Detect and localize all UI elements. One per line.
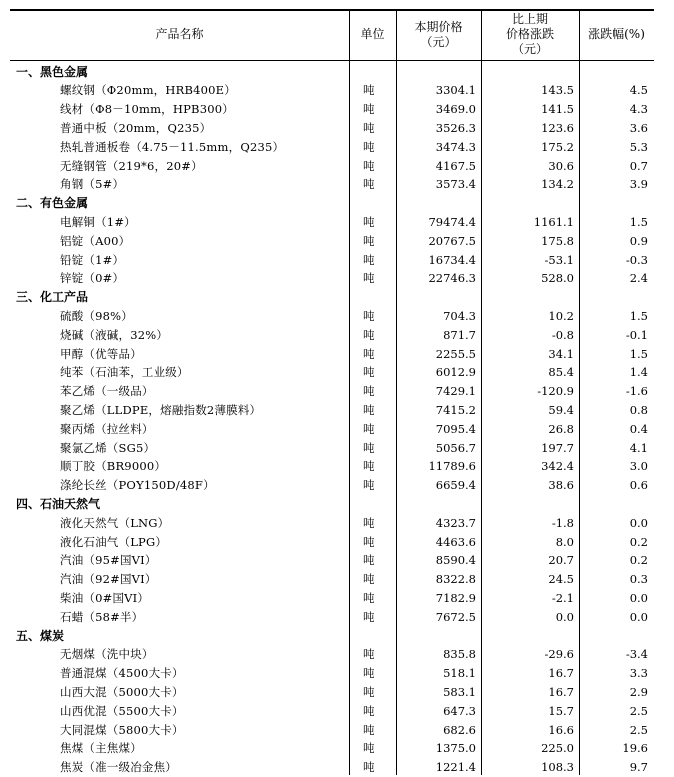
- header-price-change-line2: 价格涨跌: [505, 27, 554, 41]
- product-name-cell: 聚丙烯（拉丝料）: [60, 421, 154, 436]
- price-cell: 5056.7: [435, 440, 476, 455]
- price-cell: 6659.4: [435, 478, 476, 493]
- change-pct-cell: 3.0: [629, 459, 648, 474]
- table-row: [10, 664, 654, 683]
- table-row: [10, 363, 654, 382]
- category-row: [10, 288, 654, 307]
- price-cell: 7429.1: [435, 384, 476, 399]
- product-name-cell: 纯苯（石油苯，工业级）: [60, 365, 189, 380]
- header-price-change-line3: （元）: [511, 42, 548, 56]
- change-pct-cell: -0.3: [625, 252, 648, 267]
- price-change-cell: -0.8: [551, 327, 574, 342]
- price-cell: 7095.4: [435, 421, 476, 436]
- unit-cell: 吨: [363, 722, 375, 737]
- product-name-cell: 汽油（95#国VI）: [60, 553, 157, 568]
- product-name-cell: 液化石油气（LPG）: [60, 534, 168, 549]
- price-cell: 871.7: [443, 327, 476, 342]
- change-pct-cell: 9.7: [629, 760, 648, 775]
- table-row: [10, 175, 654, 194]
- change-pct-cell: -0.1: [625, 327, 648, 342]
- product-name-cell: 普通混煤（4500大卡）: [60, 666, 184, 681]
- unit-cell: 吨: [363, 534, 375, 549]
- product-name-cell: 铝锭（A00）: [60, 233, 131, 248]
- price-cell: 4463.6: [435, 534, 476, 549]
- price-change-cell: 1161.1: [533, 214, 574, 229]
- table-row: [10, 758, 654, 777]
- price-change-cell: 30.6: [548, 158, 574, 173]
- change-pct-cell: 4.1: [629, 440, 648, 455]
- price-cell: 8322.8: [435, 572, 476, 587]
- header-change-pct: [579, 9, 654, 60]
- unit-cell: 吨: [363, 478, 375, 493]
- table-row: [10, 457, 654, 476]
- product-name-cell: 角钢（5#）: [60, 177, 125, 192]
- header-current-price: [396, 9, 481, 60]
- category-title: 一、黑色金属: [16, 64, 89, 79]
- price-change-cell: 225.0: [541, 741, 574, 756]
- unit-cell: 吨: [363, 572, 375, 587]
- category-row: [10, 63, 654, 82]
- unit-cell: 吨: [363, 741, 375, 756]
- change-pct-cell: 0.8: [629, 402, 648, 417]
- price-cell: 79474.4: [428, 214, 476, 229]
- unit-cell: 吨: [363, 421, 375, 436]
- price-cell: 11789.6: [428, 459, 476, 474]
- price-cell: 3573.4: [435, 177, 476, 192]
- unit-cell: 吨: [363, 609, 375, 624]
- header-product-name: [10, 9, 349, 60]
- table-row: [10, 382, 654, 401]
- product-name-cell: 线材（Φ8－10mm，HPB300）: [60, 102, 234, 117]
- price-cell: 3526.3: [435, 120, 476, 135]
- unit-cell: 吨: [363, 252, 375, 267]
- change-pct-cell: 5.3: [629, 139, 648, 154]
- price-change-cell: 175.2: [541, 139, 574, 154]
- product-name-cell: 锌锭（0#）: [60, 271, 125, 286]
- table-row: [10, 251, 654, 270]
- price-change-cell: 0.0: [555, 609, 574, 624]
- price-cell: 704.3: [443, 308, 476, 323]
- unit-cell: 吨: [363, 365, 375, 380]
- change-pct-cell: -1.6: [625, 384, 648, 399]
- unit-cell: 吨: [363, 515, 375, 530]
- price-cell: 647.3: [443, 703, 476, 718]
- change-pct-cell: 0.0: [629, 609, 648, 624]
- product-name-cell: 烧碱（液碱，32%）: [60, 327, 169, 342]
- price-change-cell: 342.4: [541, 459, 574, 474]
- table-row: [10, 401, 654, 420]
- price-change-cell: 123.6: [541, 120, 574, 135]
- change-pct-cell: 1.4: [629, 365, 648, 380]
- unit-cell: 吨: [363, 139, 375, 154]
- price-change-cell: 38.6: [548, 478, 574, 493]
- unit-cell: 吨: [363, 214, 375, 229]
- unit-cell: 吨: [363, 102, 375, 117]
- product-name-cell: 山西大混（5000大卡）: [60, 684, 184, 699]
- table-row: [10, 514, 654, 533]
- product-name-cell: 苯乙烯（一级品）: [60, 384, 154, 399]
- product-name-cell: 硫酸（98%）: [60, 308, 133, 323]
- category-row: [10, 194, 654, 213]
- unit-cell: 吨: [363, 703, 375, 718]
- change-pct-cell: 0.4: [629, 421, 648, 436]
- unit-cell: 吨: [363, 590, 375, 605]
- price-cell: 4323.7: [435, 515, 476, 530]
- header-current-price-line2: （元）: [420, 34, 457, 49]
- unit-cell: 吨: [363, 158, 375, 173]
- change-pct-cell: 0.9: [629, 233, 648, 248]
- change-pct-cell: 0.6: [629, 478, 648, 493]
- price-change-cell: 134.2: [541, 177, 574, 192]
- price-cell: 682.6: [443, 722, 476, 737]
- price-cell: 3474.3: [435, 139, 476, 154]
- unit-cell: 吨: [363, 83, 375, 98]
- category-title: 三、化工产品: [16, 290, 89, 305]
- price-cell: 20767.5: [428, 233, 476, 248]
- price-cell: 3304.1: [435, 83, 476, 98]
- category-title: 四、石油天然气: [16, 496, 101, 511]
- change-pct-cell: 0.0: [629, 590, 648, 605]
- price-cell: 3469.0: [435, 102, 476, 117]
- table-row: [10, 345, 654, 364]
- unit-cell: 吨: [363, 308, 375, 323]
- price-cell: 7415.2: [435, 402, 476, 417]
- price-change-cell: -29.6: [544, 647, 574, 662]
- table-row: [10, 420, 654, 439]
- table-row: [10, 157, 654, 176]
- price-cell: 22746.3: [428, 271, 476, 286]
- change-pct-cell: 0.2: [629, 553, 648, 568]
- unit-cell: 吨: [363, 647, 375, 662]
- price-change-cell: 108.3: [541, 760, 574, 775]
- product-name-cell: 液化天然气（LNG）: [60, 515, 170, 530]
- unit-cell: 吨: [363, 684, 375, 699]
- unit-cell: 吨: [363, 666, 375, 681]
- category-row: [10, 627, 654, 646]
- product-name-cell: 螺纹钢（Φ20mm，HRB400E）: [60, 83, 236, 98]
- unit-cell: 吨: [363, 233, 375, 248]
- table-row: [10, 702, 654, 721]
- product-name-cell: 聚乙烯（LLDPE，熔融指数2薄膜料）: [60, 402, 262, 417]
- table-row: [10, 326, 654, 345]
- price-change-cell: 141.5: [541, 102, 574, 117]
- product-name-cell: 无烟煤（洗中块）: [60, 647, 154, 662]
- product-name-cell: 大同混煤（5800大卡）: [60, 722, 184, 737]
- change-pct-cell: 0.7: [629, 158, 648, 173]
- price-change-cell: -120.9: [537, 384, 574, 399]
- table-row: [10, 551, 654, 570]
- header-unit: [349, 9, 396, 60]
- price-change-cell: 15.7: [548, 703, 574, 718]
- change-pct-cell: 3.9: [629, 177, 648, 192]
- unit-cell: 吨: [363, 384, 375, 399]
- table-row: [10, 739, 654, 758]
- price-change-cell: 10.2: [548, 308, 574, 323]
- table-row: [10, 81, 654, 100]
- price-change-cell: 16.6: [548, 722, 574, 737]
- change-pct-cell: 2.4: [629, 271, 648, 286]
- price-change-cell: 85.4: [548, 365, 574, 380]
- price-cell: 2255.5: [435, 346, 476, 361]
- price-change-cell: 59.4: [548, 402, 574, 417]
- product-name-cell: 石蜡（58#半）: [60, 609, 144, 624]
- table-row: [10, 138, 654, 157]
- table-row: [10, 683, 654, 702]
- price-cell: 8590.4: [435, 553, 476, 568]
- table-row: [10, 119, 654, 138]
- header-product-name-text: 产品名称: [155, 27, 204, 41]
- product-name-cell: 电解铜（1#）: [60, 214, 136, 229]
- table-row: [10, 269, 654, 288]
- change-pct-cell: -3.4: [625, 647, 648, 662]
- change-pct-cell: 0.3: [629, 572, 648, 587]
- price-change-cell: -53.1: [544, 252, 574, 267]
- table-row: [10, 589, 654, 608]
- price-change-cell: 8.0: [555, 534, 574, 549]
- product-name-cell: 聚氯乙烯（SG5）: [60, 440, 156, 455]
- price-change-cell: -1.8: [551, 515, 574, 530]
- table-row: [10, 570, 654, 589]
- price-cell: 583.1: [443, 684, 476, 699]
- table-row: [10, 232, 654, 251]
- price-cell: 4167.5: [435, 158, 476, 173]
- change-pct-cell: 19.6: [622, 741, 648, 756]
- unit-cell: 吨: [363, 459, 375, 474]
- price-cell: 1221.4: [435, 760, 476, 775]
- product-name-cell: 无缝钢管（219*6，20#）: [60, 158, 203, 173]
- table-row: [10, 533, 654, 552]
- product-name-cell: 铅锭（1#）: [60, 252, 125, 267]
- change-pct-cell: 2.5: [629, 722, 648, 737]
- header-change-pct-text: 涨跌幅(%): [588, 27, 645, 41]
- price-change-cell: 34.1: [548, 346, 574, 361]
- change-pct-cell: 2.9: [629, 684, 648, 699]
- change-pct-cell: 1.5: [629, 308, 648, 323]
- change-pct-cell: 4.3: [629, 102, 648, 117]
- unit-cell: 吨: [363, 327, 375, 342]
- unit-cell: 吨: [363, 271, 375, 286]
- change-pct-cell: 3.3: [629, 666, 648, 681]
- change-pct-cell: 2.5: [629, 703, 648, 718]
- price-change-cell: 528.0: [541, 271, 574, 286]
- price-cell: 6012.9: [435, 365, 476, 380]
- table-row: [10, 608, 654, 627]
- table-row: [10, 100, 654, 119]
- product-name-cell: 汽油（92#国VI）: [60, 572, 157, 587]
- price-change-cell: -2.1: [551, 590, 574, 605]
- category-row: [10, 495, 654, 514]
- product-name-cell: 焦煤（主焦煤）: [60, 741, 142, 756]
- price-cell: 1375.0: [435, 741, 476, 756]
- table-row: [10, 307, 654, 326]
- table-row: [10, 476, 654, 495]
- price-cell: 835.8: [443, 647, 476, 662]
- product-name-cell: 甲醇（优等品）: [60, 346, 142, 361]
- unit-cell: 吨: [363, 120, 375, 135]
- category-title: 五、煤炭: [16, 628, 65, 643]
- category-title: 二、有色金属: [16, 196, 89, 211]
- header-price-change: [481, 9, 579, 60]
- product-name-cell: 焦炭（准一级冶金焦）: [60, 760, 177, 775]
- product-name-cell: 涤纶长丝（POY150D/48F）: [60, 478, 215, 493]
- price-cell: 16734.4: [428, 252, 476, 267]
- change-pct-cell: 4.5: [629, 83, 648, 98]
- product-name-cell: 顺丁胶（BR9000）: [60, 459, 167, 474]
- price-change-cell: 20.7: [548, 553, 574, 568]
- table-row: [10, 213, 654, 232]
- price-cell: 518.1: [443, 666, 476, 681]
- unit-cell: 吨: [363, 346, 375, 361]
- price-change-cell: 16.7: [548, 684, 574, 699]
- unit-cell: 吨: [363, 760, 375, 775]
- table-row: [10, 439, 654, 458]
- header-current-price-line1: 本期价格: [414, 19, 463, 34]
- product-name-cell: 柴油（0#国VI）: [60, 590, 150, 605]
- unit-cell: 吨: [363, 177, 375, 192]
- unit-cell: 吨: [363, 402, 375, 417]
- price-cell: 7672.5: [435, 609, 476, 624]
- change-pct-cell: 0.2: [629, 534, 648, 549]
- price-change-cell: 16.7: [548, 666, 574, 681]
- header-rule: [10, 60, 654, 61]
- header-price-change-line1: 比上期: [511, 12, 548, 26]
- product-name-cell: 普通中板（20mm，Q235）: [60, 120, 212, 135]
- price-cell: 7182.9: [435, 590, 476, 605]
- price-change-cell: 143.5: [541, 83, 574, 98]
- price-change-cell: 24.5: [548, 572, 574, 587]
- change-pct-cell: 1.5: [629, 214, 648, 229]
- product-name-cell: 热轧普通板卷（4.75－11.5mm，Q235）: [60, 139, 285, 154]
- price-change-cell: 26.8: [548, 421, 574, 436]
- change-pct-cell: 1.5: [629, 346, 648, 361]
- change-pct-cell: 0.0: [629, 515, 648, 530]
- unit-cell: 吨: [363, 553, 375, 568]
- price-change-cell: 175.8: [541, 233, 574, 248]
- header-unit-text: 单位: [360, 27, 385, 41]
- price-change-cell: 197.7: [541, 440, 574, 455]
- product-name-cell: 山西优混（5500大卡）: [60, 703, 184, 718]
- table-row: [10, 645, 654, 664]
- unit-cell: 吨: [363, 440, 375, 455]
- table-row: [10, 721, 654, 740]
- change-pct-cell: 3.6: [629, 120, 648, 135]
